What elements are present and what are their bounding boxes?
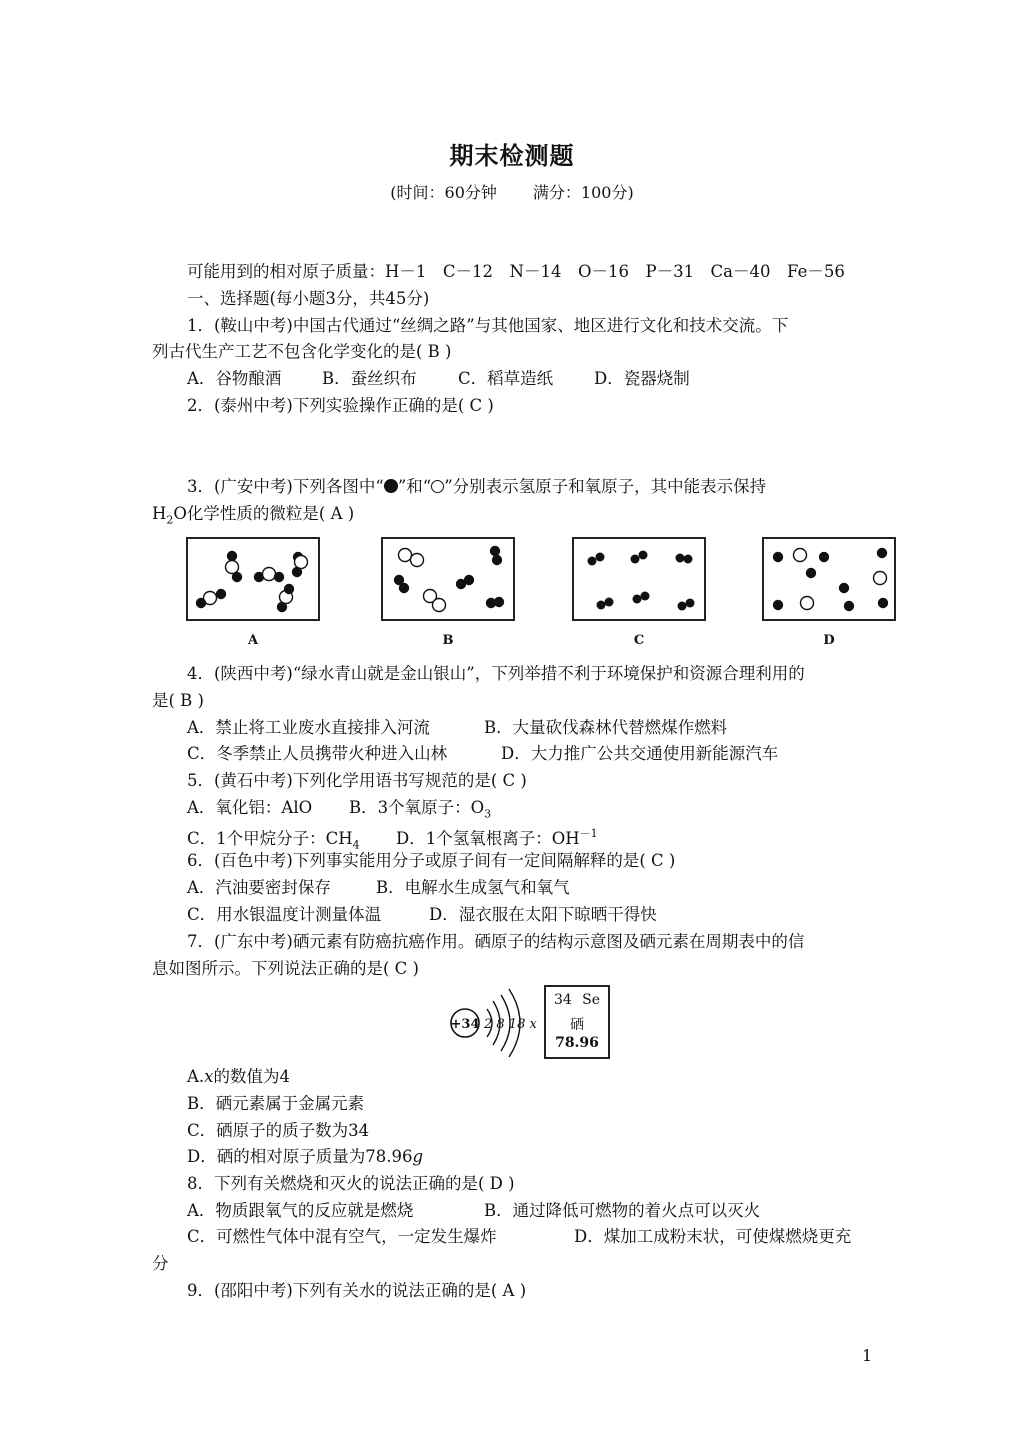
nucleus-charge: +34 <box>450 1017 480 1032</box>
atomic-mass: 78.96 <box>555 1035 599 1051</box>
q1-stem-line1: 1．(鞍山中考)中国古代通过“丝绸之路”与其他国家、地区进行文化和技术交流。下 <box>187 316 789 335</box>
q3-stem-line2: $H_2O$化学性质的微粒是( A ) <box>152 504 355 527</box>
diagram-d <box>762 537 896 621</box>
periodic-table-cell <box>544 985 610 1059</box>
hydrogen-atom-icon <box>384 479 398 493</box>
q7-option-d: D．硒的相对原子质量为78.96g <box>187 1147 424 1166</box>
diagram-a-molecules <box>188 539 318 619</box>
diagram-d-atoms <box>764 539 894 619</box>
diagram-a <box>186 537 320 621</box>
selenium-figure <box>447 985 612 1060</box>
total-score: 满分：100分) <box>532 183 634 202</box>
q3-stem-line1: 3．(广安中考)下列各图中“ ”和“ ”分别表示氢原子和氧原子，其中能表示保持 <box>187 477 767 496</box>
q1-stem-line2: 列古代生产工艺不包含化学变化的是( B ) <box>152 342 452 361</box>
q7-option-c: C．硒原子的质子数为34 <box>187 1121 370 1140</box>
q8-options-row1 <box>187 1201 760 1221</box>
q8-options-row2 <box>187 1227 851 1247</box>
q4-options-row1 <box>187 718 727 738</box>
q6-option-c: C．用水银温度计测量体温 <box>187 905 382 924</box>
element-symbol: Se <box>582 992 600 1008</box>
q8-stem: 8．下列有关燃烧和灭火的说法正确的是( D ) <box>187 1174 515 1193</box>
q1-option-a: A．谷物酿酒 <box>187 369 282 388</box>
q3-particle-diagrams <box>186 537 898 657</box>
q1-option-b: B．蚕丝织布 <box>322 369 417 388</box>
oxygen-atom-icon <box>431 480 444 493</box>
q6-option-b: B．电解水生成氢气和氧气 <box>376 878 570 897</box>
diagram-c-label: C <box>633 633 645 648</box>
q4-option-a: A．禁止将工业废水直接排入河流 <box>187 718 430 737</box>
q7-stem-line2: 息如图所示。下列说法正确的是( C ) <box>152 959 419 978</box>
page-title: 期末检测题 <box>449 142 575 170</box>
diagram-a-label: A <box>247 633 259 648</box>
q7-option-a: A.x的数值为4 <box>187 1067 290 1086</box>
q6-options-row1 <box>187 878 570 898</box>
q1-option-c: C．稻草造纸 <box>458 369 554 388</box>
q4-options-row2 <box>187 744 778 764</box>
q5-option-c: C．1个甲烷分子：$CH_4$ <box>187 828 360 851</box>
q6-option-d: D．湿衣服在太阳下晾晒干得快 <box>429 905 657 924</box>
time-limit: (时间：60分钟 <box>390 183 497 202</box>
q5-option-d: D．1个氢氧根离子：$OH^{-1}$ <box>396 827 598 848</box>
q6-stem: 6．(百色中考)下列事实能用分子或原子间有一定间隔解释的是( C ) <box>187 851 676 870</box>
diagram-b-molecules <box>383 539 513 619</box>
q1-option-d: D．瓷器烧制 <box>594 369 690 388</box>
diagram-b <box>381 537 515 621</box>
q8-option-a: A．物质跟氧气的反应就是燃烧 <box>187 1201 414 1220</box>
element-name: 硒 <box>570 1017 584 1033</box>
q5-options-row1 <box>187 798 491 824</box>
section-heading: 一、选择题(每小题3分，共45分) <box>187 289 430 308</box>
q8-option-d-continued: 分 <box>152 1254 169 1273</box>
q5-option-b: B．3个氧原子：$O_3$ <box>349 798 492 821</box>
diagram-b-label: B <box>442 633 454 648</box>
diagram-d-label: D <box>823 633 835 648</box>
q8-option-c: C．可燃性气体中混有空气，一定发生爆炸 <box>187 1227 497 1246</box>
q8-option-d: D．煤加工成粉末状，可使煤燃烧更充 <box>574 1227 852 1246</box>
atomic-number: 34 <box>554 992 572 1008</box>
q4-stem-line1: 4．(陕西中考)“绿水青山就是金山银山”，下列举措不利于环境保护和资源合理利用的 <box>187 664 805 683</box>
q1-options <box>187 369 690 389</box>
atomic-masses: 可能用到的相对原子质量：H－1 C－12 N－14 O－16 P－31 Ca－40 Fe－56 <box>187 262 845 281</box>
q8-option-b: B．通过降低可燃物的着火点可以灭火 <box>484 1201 761 1220</box>
q7-option-b: B．硒元素属于金属元素 <box>187 1094 365 1113</box>
q5-option-a: A．氧化铝：AlO <box>187 798 313 817</box>
q4-option-d: D．大力推广公共交通使用新能源汽车 <box>501 744 779 763</box>
selenium-atom-structure <box>447 985 543 1060</box>
q7-stem-line1: 7．(广东中考)硒元素有防癌抗癌作用。硒原子的结构示意图及硒元素在周期表中的信 <box>187 932 805 951</box>
q2-stem: 2．(泰州中考)下列实验操作正确的是( C ) <box>187 396 494 415</box>
q6-option-a: A．汽油要密封保存 <box>187 878 331 897</box>
q4-stem-line2: 是( B ) <box>152 691 204 710</box>
q6-options-row2 <box>187 905 657 925</box>
electron-shells: 2 8 18 x <box>484 1017 537 1032</box>
exam-info <box>0 180 1024 203</box>
diagram-c <box>572 537 706 621</box>
q4-option-c: C．冬季禁止人员携带火种进入山林 <box>187 744 448 763</box>
q5-stem: 5．(黄石中考)下列化学用语书写规范的是( C ) <box>187 771 527 790</box>
diagram-c-molecules <box>574 539 704 619</box>
q4-option-b: B．大量砍伐森林代替燃煤作燃料 <box>484 718 728 737</box>
q9-stem: 9．(邵阳中考)下列有关水的说法正确的是( A ) <box>187 1281 527 1300</box>
page-number: 1 <box>862 1346 873 1365</box>
